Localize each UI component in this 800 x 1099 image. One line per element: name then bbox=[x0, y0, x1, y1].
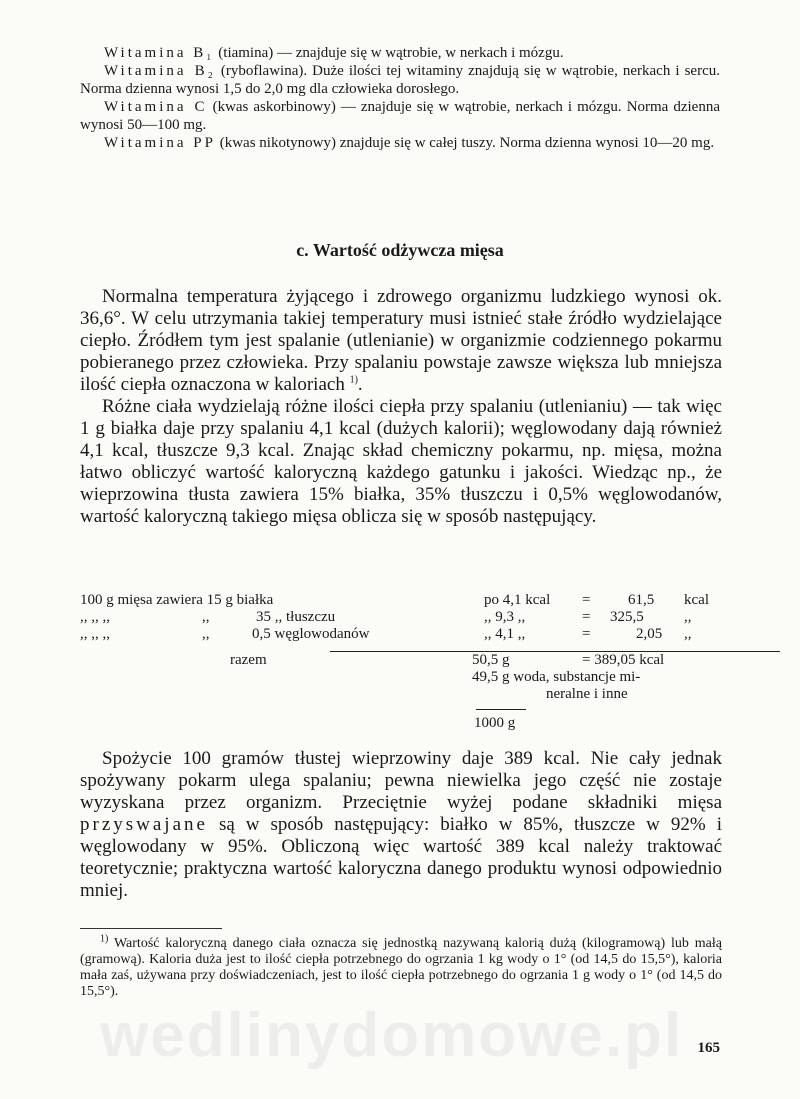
footnote-mark: 1) bbox=[100, 933, 109, 945]
watermark: wedlinydomowe.pl bbox=[100, 1001, 684, 1070]
page-number: 165 bbox=[697, 1040, 720, 1056]
vitamin-b1-label: Witamina B₁ bbox=[104, 45, 215, 61]
vitamin-b2-paragraph bbox=[80, 62, 720, 98]
calc-sum-label: razem bbox=[230, 652, 267, 668]
calc-row-protein bbox=[80, 592, 722, 609]
calorie-calculation-table bbox=[80, 592, 722, 732]
calc-row-fat-factor: ,, 9,3 ,, bbox=[484, 609, 526, 625]
body-text-bottom bbox=[80, 748, 722, 902]
vitamin-c-text: (kwas askorbinowy) — znajduje się w wątrobie, nerkach i mózgu. Norma dzienna wynosi 50—100 mg. bbox=[80, 99, 720, 133]
calc-sum-total: = 389,05 kcal bbox=[582, 652, 665, 668]
vitamin-pp-paragraph bbox=[80, 134, 720, 152]
calc-total-mass: 1000 g bbox=[474, 715, 516, 731]
calc-row-carbs-desc: 0,5 węglowodanów bbox=[252, 626, 370, 642]
calc-row-protein-desc: 100 g mięsa zawiera 15 g białka bbox=[80, 592, 274, 608]
paragraph-absorption-text-b: są w sposób następujący: białko w 85%, tłuszcze w 92% i węglowodany w 95%. Obliczoną więc wartość 389 kcal należy traktować teoretycznie; praktyczna wartość kaloryczna danego produktu wynosi odpowiednio mniej. bbox=[80, 814, 722, 901]
calc-row-protein-unit: kcal bbox=[684, 592, 709, 608]
calc-row-carbs bbox=[80, 626, 722, 643]
calc-row-protein-eq: = bbox=[582, 592, 591, 608]
calc-sum-mass: 50,5 g bbox=[472, 652, 510, 668]
body-text-top bbox=[80, 286, 722, 528]
footnote bbox=[80, 933, 722, 1000]
paragraph-absorption-text-a: Spożycie 100 gramów tłustej wieprzowiny daje 389 kcal. Nie cały jednak spożywany pokarm ulega spalaniu; pewna niewielka jego część nie zostaje wyzyskana przez organizm. Przeciętnie wyżej podane składniki mięsa bbox=[80, 748, 722, 813]
calc-row-sum bbox=[80, 652, 722, 669]
calc-row-protein-value: 61,5 bbox=[628, 592, 655, 608]
paragraph-absorption bbox=[80, 748, 722, 902]
paragraph-absorption-spaced: przyswajane bbox=[80, 814, 208, 835]
calc-row-carbs-value: 2,05 bbox=[636, 626, 663, 642]
vitamins-block bbox=[80, 44, 720, 152]
vitamin-pp-label: Witamina PP bbox=[104, 135, 216, 151]
vitamin-b2-label: Witamina B₂ bbox=[104, 63, 216, 79]
calc-row-water bbox=[80, 669, 722, 686]
calc-row-protein-factor: po 4,1 kcal bbox=[484, 592, 551, 608]
footnote-paragraph bbox=[80, 933, 722, 1000]
calc-row-fat-value: 325,5 bbox=[610, 609, 644, 625]
calc-row-water-cont bbox=[80, 686, 722, 703]
vitamin-b1-text: (tiamina) — znajduje się w wątrobie, w nerkach i mózgu. bbox=[214, 45, 564, 61]
paragraph-temperature-text: Normalna temperatura żyjącego i zdrowego organizmu ludzkiego wynosi ok. 36,6°. W celu utrzymania takiej temperatury musi istnieć stałe źródło wydzielające ciepło. Źródłem tym jest spalanie (utlenianie) w organizmie codziennego pokarmu pobieranego przez człowieka. Przy spalaniu powstaje zawsze większa lub mniejsza ilość ciepła oznaczona w kaloriach bbox=[80, 286, 722, 395]
vitamin-b1-paragraph bbox=[80, 44, 720, 62]
total-divider bbox=[476, 709, 526, 710]
calc-row-fat-ditto2: ,, bbox=[202, 609, 210, 625]
paragraph-temperature-end: . bbox=[357, 374, 363, 395]
section-heading: c. Wartość odżywcza mięsa bbox=[296, 240, 504, 260]
calc-row-carbs-eq: = bbox=[582, 626, 591, 642]
calc-row-fat-ditto: ,, ,, ,, bbox=[80, 609, 110, 625]
calc-row-carbs-unit: ,, bbox=[684, 626, 692, 642]
calc-water-line2: neralne i inne bbox=[546, 686, 628, 702]
calc-row-fat-unit: ,, bbox=[684, 609, 692, 625]
paragraph-temperature bbox=[80, 286, 722, 396]
footnote-reference: 1) bbox=[349, 374, 358, 386]
calc-row-carbs-factor: ,, 4,1 ,, bbox=[484, 626, 526, 642]
footnote-divider bbox=[80, 928, 222, 929]
calc-row-fat-desc: 35 ,, tłuszczu bbox=[256, 609, 336, 625]
calc-row-carbs-ditto2: ,, bbox=[202, 626, 210, 642]
calc-row-carbs-ditto: ,, ,, ,, bbox=[80, 626, 110, 642]
calc-row-fat-eq: = bbox=[582, 609, 591, 625]
vitamin-c-paragraph bbox=[80, 98, 720, 134]
calc-row-total bbox=[80, 715, 722, 732]
vitamin-pp-text: (kwas nikotynowy) znajduje się w całej tuszy. Norma dzienna wynosi 10—20 mg. bbox=[215, 135, 715, 151]
footnote-text: Wartość kaloryczną danego ciała oznacza się jednostką nazywaną kalorią dużą (kilogramową) lub małą (gramową). Kaloria duża jest to ilość ciepła potrzebnego do ogrzania 1 kg wody o 1° (od 14,5 do 15,5°), kaloria mała zaś, używana przy doświadczeniach, jest to ilość ciepła potrzebnego do ogrzania 1 g wody o 1° (od 14,5 do 15,5°). bbox=[80, 936, 722, 999]
calc-water-line1: 49,5 g woda, substancje mi- bbox=[472, 669, 641, 685]
vitamin-c-label: Witamina C bbox=[104, 99, 208, 115]
calc-row-fat bbox=[80, 609, 722, 626]
paragraph-calories: Różne ciała wydzielają różne ilości ciepła przy spalaniu (utlenianiu) — tak więc 1 g białka daje przy spalaniu 4,1 kcal (dużych kalorii); węglowodany dają również 4,1 kcal, tłuszcze 9,3 kcal. Znając skład chemiczny pokarmu, np. mięsa, można łatwo obliczyć wartość kaloryczną każdego gatunku i jakości. Wiedząc np., że wieprzowina tłusta zawiera 15% białka, 35% tłuszczu i 0,5% węglowodanów, wartość kaloryczną takiego mięsa oblicza się w sposób następujący. bbox=[80, 396, 722, 527]
vitamin-b2-text: (ryboflawina). Duże ilości tej witaminy znajdują się w wątrobie, nerkach i sercu. Norma dzienna wynosi 1,5 do 2,0 mg dla człowieka dorosłego. bbox=[80, 63, 720, 97]
